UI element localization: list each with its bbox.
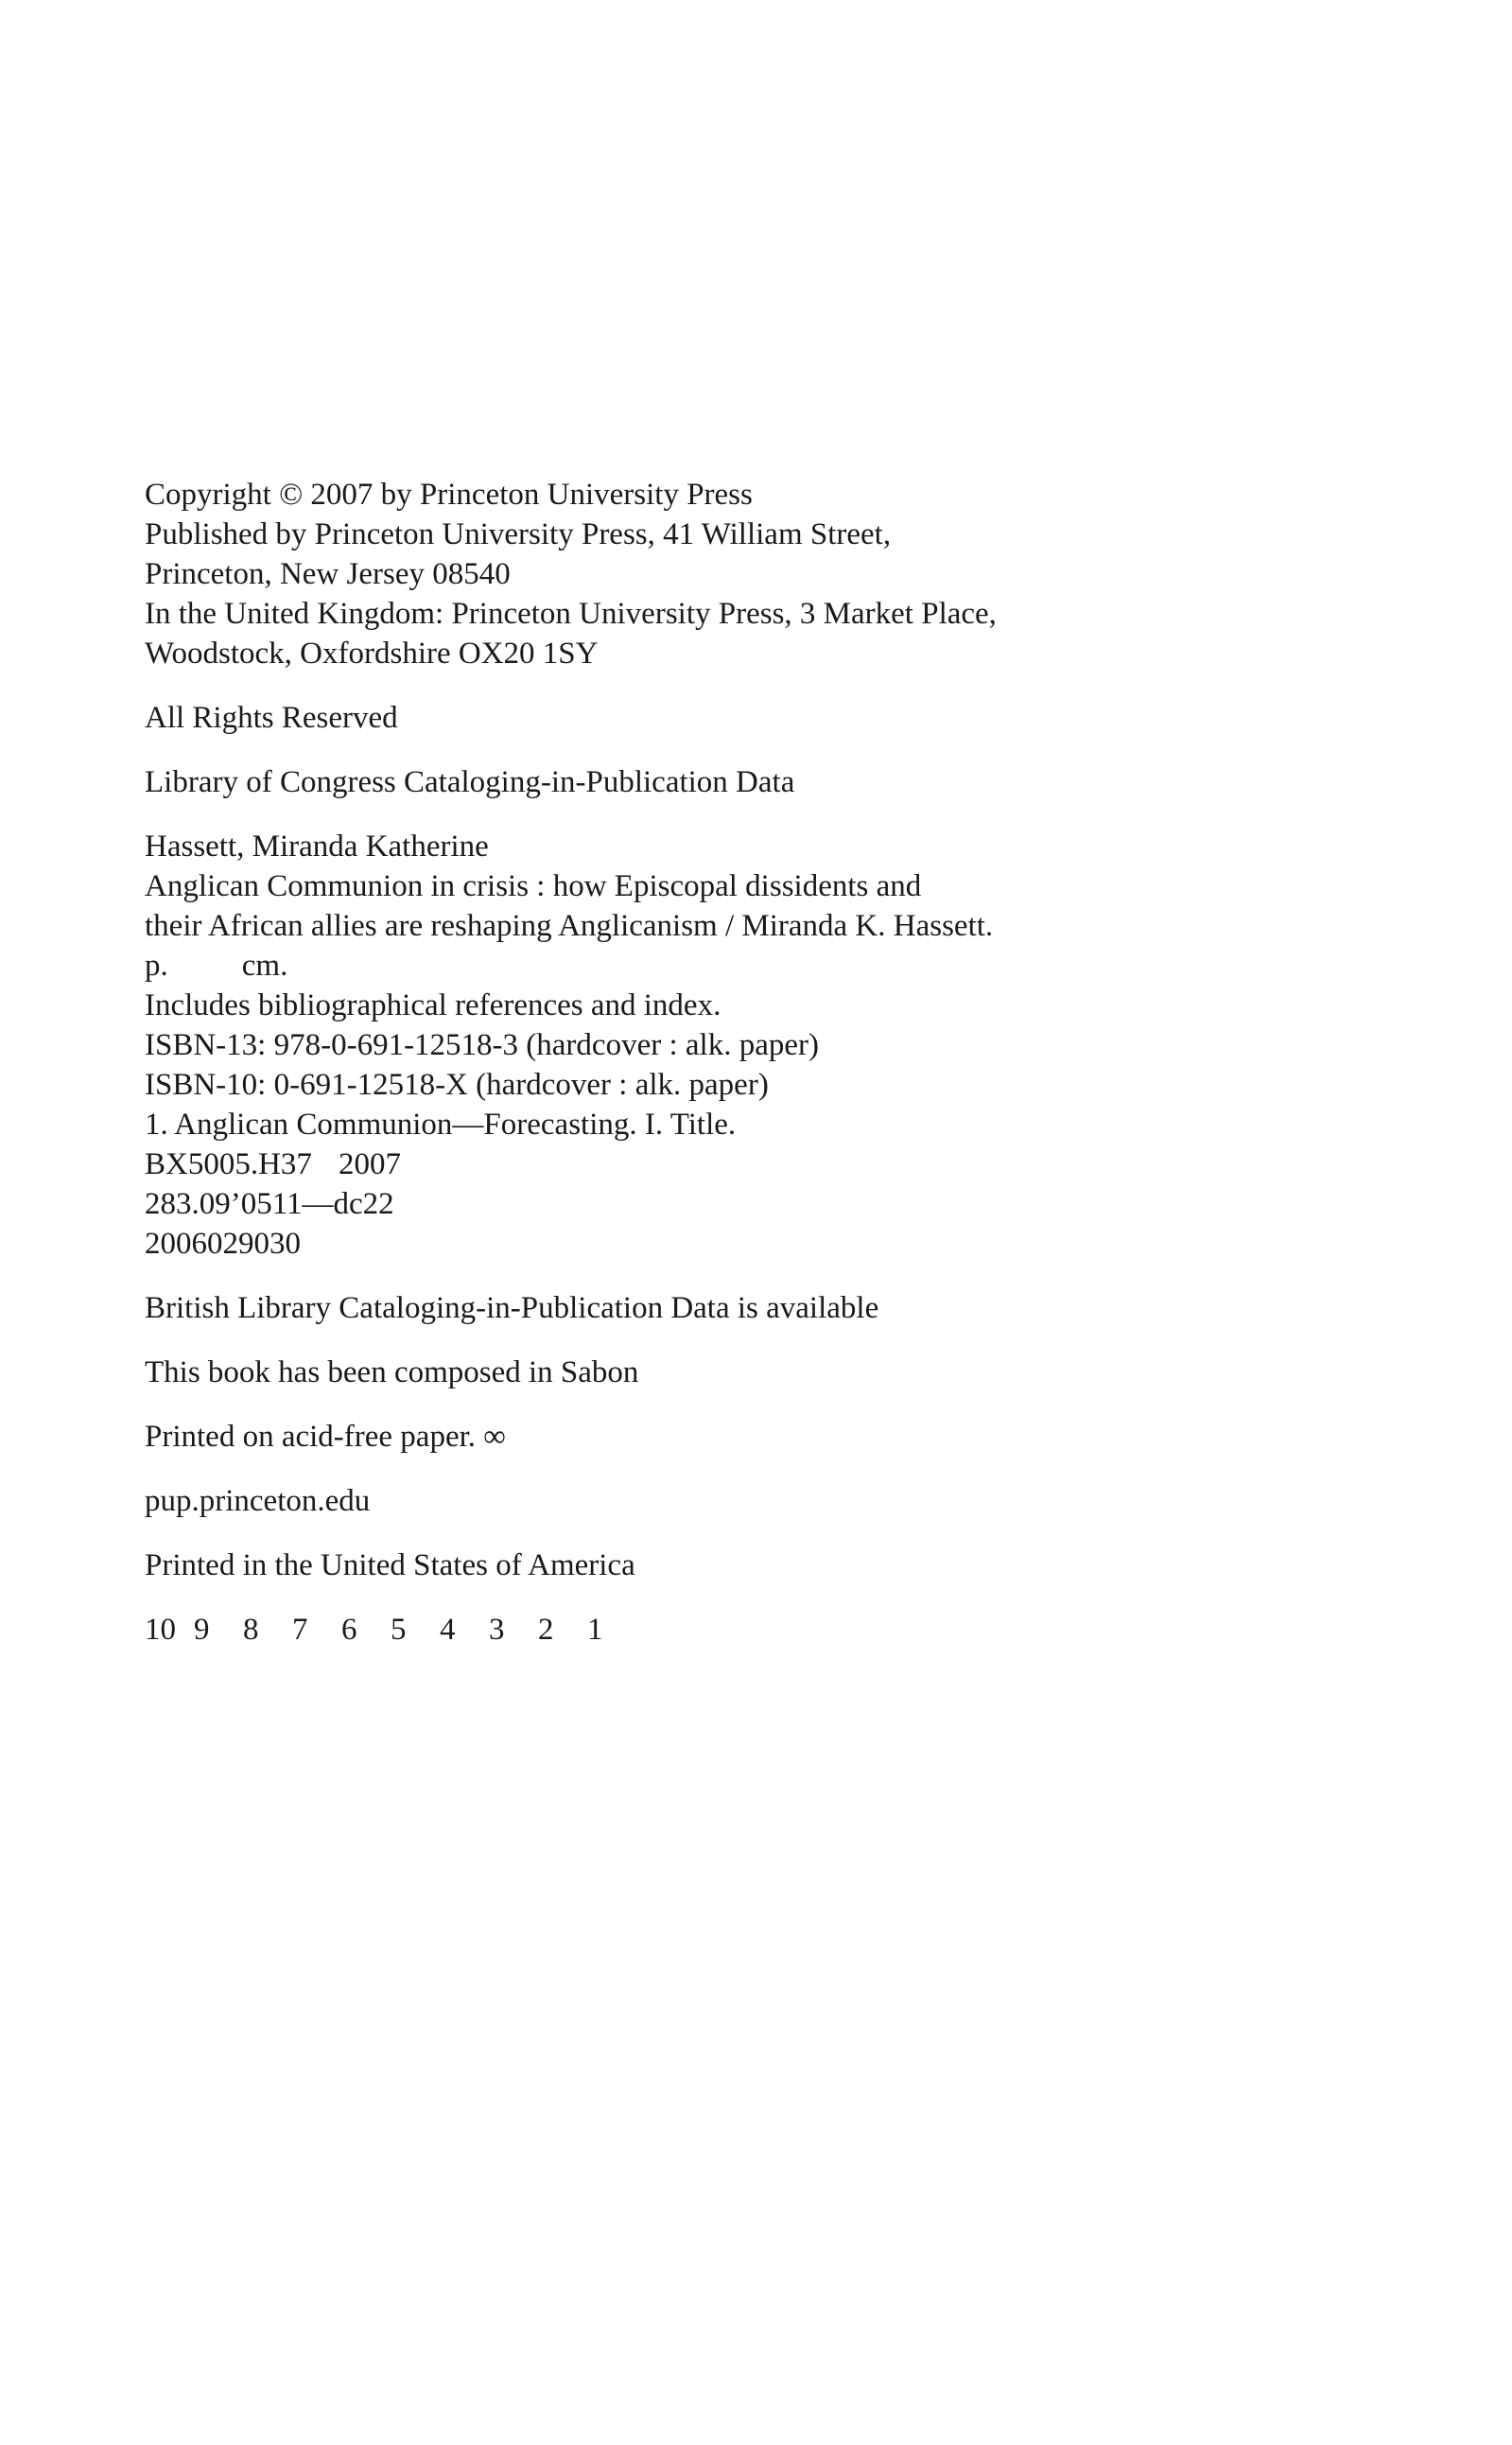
- cip-dewey: 283.09’0511—dc22: [145, 1187, 394, 1221]
- british-library-line: British Library Cataloging-in-Publication Data is available: [145, 1291, 879, 1325]
- cip-cm-label: cm.: [241, 949, 288, 983]
- publisher-line: Published by Princeton University Press, 41 William Street,: [145, 517, 892, 551]
- cip-isbn10: ISBN-10: 0-691-12518-X (hardcover : alk. paper): [145, 1068, 769, 1102]
- cip-subjects: 1. Anglican Communion—Forecasting. I. Title.: [145, 1108, 737, 1142]
- rights-line: All Rights Reserved: [145, 701, 398, 735]
- cip-heading: [145, 762, 1374, 802]
- copyright-block: [145, 475, 1374, 1674]
- cip-notes: Includes bibliographical references and index.: [145, 988, 721, 1022]
- typeface-line: This book has been composed in Sabon: [145, 1355, 639, 1389]
- printing-number: 9: [194, 1613, 210, 1647]
- publisher-city-line: Princeton, New Jersey 08540: [145, 557, 511, 591]
- printing-number: 2: [538, 1613, 554, 1647]
- cip-author: Hassett, Miranda Katherine: [145, 830, 489, 864]
- cip-lccn: 2006029030: [145, 1227, 301, 1261]
- paper-note: [145, 1417, 1374, 1457]
- printing-number: 3: [489, 1613, 505, 1647]
- cip-p-label: p.: [145, 949, 168, 983]
- printing-number: 7: [292, 1613, 308, 1647]
- printing-number: 4: [440, 1613, 456, 1647]
- cip-heading-line: Library of Congress Cataloging-in-Publication Data: [145, 765, 795, 799]
- typeface-note: [145, 1353, 1374, 1392]
- printing-number: 1: [587, 1613, 603, 1647]
- cip-lc-year: 2007: [338, 1147, 401, 1181]
- uk-address-line: Woodstock, Oxfordshire OX20 1SY: [145, 637, 599, 671]
- cip-title-line-2: their African allies are reshaping Anglicanism / Miranda K. Hassett.: [145, 909, 994, 943]
- paper-line: Printed on acid-free paper. ∞: [145, 1420, 506, 1454]
- printing-number: 10: [145, 1613, 176, 1647]
- printed-in-line: Printed in the United States of America: [145, 1548, 635, 1582]
- cip-lc-classification: [145, 1144, 1374, 1184]
- copyright-line: Copyright © 2007 by Princeton University Press: [145, 478, 753, 512]
- website-note: [145, 1481, 1374, 1521]
- publisher-info: [145, 475, 1374, 673]
- printed-in-note: [145, 1546, 1374, 1585]
- cip-record: [145, 827, 1374, 1264]
- rights-statement: [145, 698, 1374, 738]
- cip-isbn13: ISBN-13: 978-0-691-12518-3 (hardcover : alk. paper): [145, 1028, 819, 1062]
- printing-number: 5: [391, 1613, 407, 1647]
- cip-title-line-1: Anglican Communion in crisis : how Episcopal dissidents and: [145, 869, 922, 903]
- british-library-note: [145, 1288, 1374, 1328]
- printing-line: [145, 1610, 1374, 1650]
- uk-publisher-line: In the United Kingdom: Princeton University Press, 3 Market Place,: [145, 597, 997, 631]
- printing-number: 8: [243, 1613, 259, 1647]
- website-line: pup.princeton.edu: [145, 1484, 371, 1518]
- cip-physical-description: [145, 946, 1374, 986]
- cip-lc-class: BX5005.H37: [145, 1147, 312, 1181]
- printing-number: 6: [341, 1613, 357, 1647]
